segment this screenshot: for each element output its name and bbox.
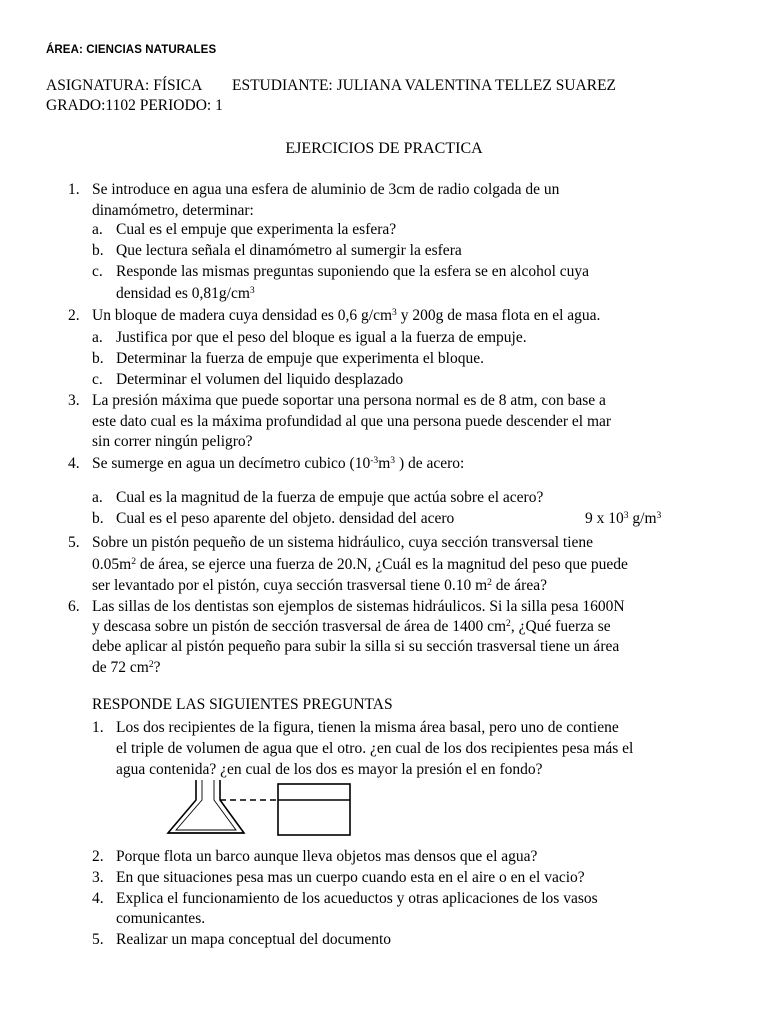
sub-item-text: Determinar la fuerza de empuje que experimenta el bloque. — [116, 350, 484, 367]
exercise-text: ser levantado por el pistón, cuya sección trasversal tiene 0.10 $m^2$ de área? — [92, 576, 547, 594]
section-heading: RESPONDE LAS SIGUIENTES PREGUNTAS — [92, 696, 393, 713]
sub-item-mark: c. — [92, 263, 103, 280]
sub-item-mark: a. — [92, 329, 103, 346]
question-text: el triple de volumen de agua que el otro. ¿en cual de los dos recipientes pesa más el — [116, 740, 634, 757]
exercise-text: $0.05m^2$ de área, se ejerce una fuerza de 20.N, ¿Cuál es la magnitud del peso que puede — [92, 555, 628, 573]
exercise-text: Sobre un pistón pequeño de un sistema hidráulico, cuya sección transversal tiene — [92, 534, 594, 551]
grade-period: GRADO:1102 PERIODO: 1 — [46, 97, 223, 114]
question-text: Porque flota un barco aunque lleva objetos mas densos que el agua? — [116, 848, 538, 865]
sub-item-text: Que lectura señala el dinamómetro al sumergir la esfera — [116, 242, 462, 259]
question-text: Los dos recipientes de la figura, tienen la misma área basal, pero uno de contiene — [116, 719, 619, 736]
containers-figure — [160, 778, 360, 838]
exercise-text: de 72 $cm^2$? — [92, 658, 161, 676]
exercise-text: La presión máxima que puede soportar una persona normal es de 8 atm, con base a — [92, 392, 606, 409]
exercise-text: sin correr ningún peligro? — [92, 433, 253, 450]
area-label: ÁREA: CIENCIAS NATURALES — [46, 44, 217, 56]
sub-item-text: Justifica por que el peso del bloque es igual a la fuerza de empuje. — [116, 329, 527, 346]
sub-item-mark: b. — [92, 350, 104, 367]
list-number: 5. — [68, 534, 80, 551]
trapezoid-container — [168, 780, 244, 833]
student-name: ESTUDIANTE: JULIANA VALENTINA TELLEZ SUAREZ — [232, 77, 617, 94]
sub-item-mark: b. — [92, 510, 104, 527]
sub-item-text: Determinar el volumen del liquido desplazado — [116, 371, 404, 388]
list-number: 3. — [68, 392, 80, 409]
list-number: 5. — [92, 931, 104, 948]
exercise-text: Las sillas de los dentistas son ejemplos de sistemas hidráulicos. Si la silla pesa 1600N — [92, 598, 625, 615]
exercise-text: Se introduce en agua una esfera de aluminio de 3cm de radio colgada de un — [92, 181, 560, 198]
list-number: 4. — [92, 890, 104, 907]
list-number: 2. — [68, 307, 80, 324]
exercise-text: dinamómetro, determinar: — [92, 202, 254, 219]
sub-item-mark: b. — [92, 242, 104, 259]
list-number: 4. — [68, 455, 80, 472]
rectangular-container — [278, 784, 350, 835]
list-number: 3. — [92, 869, 104, 886]
exercise-text: debe aplicar al pistón pequeño para subir la silla si su sección trasversal tiene un área — [92, 638, 620, 655]
list-number: 1. — [92, 719, 104, 736]
list-number: 2. — [92, 848, 104, 865]
list-number: 6. — [68, 598, 80, 615]
asignatura-label: ASIGNATURA: FÍSICA — [46, 77, 203, 94]
sub-item-text: densidad es $0,81g/cm^3$ — [116, 284, 255, 302]
exercise-text: este dato cual es la máxima profundidad al que una persona puede descender el mar — [92, 413, 612, 430]
question-text: Explica el funcionamiento de los acueductos y otras aplicaciones de los vasos — [116, 890, 598, 907]
page-title: EJERCICIOS DE PRACTICA — [285, 140, 483, 157]
sub-item-text: Cual es la magnitud de la fuerza de empuje que actúa sobre el acero? — [116, 489, 544, 506]
question-text: comunicantes. — [116, 910, 206, 927]
question-text: En que situaciones pesa mas un cuerpo cuando esta en el aire o en el vacio? — [116, 869, 585, 886]
question-text: Realizar un mapa conceptual del documento — [116, 931, 392, 948]
sub-item-text: Cual es el peso aparente del objeto. densidad del acero — [116, 510, 455, 527]
question-text: agua contenida? ¿en cual de los dos es mayor la presión el en fondo? — [116, 761, 543, 778]
sub-item-text: Cual es el empuje que experimenta la esfera? — [116, 221, 397, 238]
sub-item-mark: a. — [92, 221, 103, 238]
sub-item-text: Responde las mismas preguntas suponiendo que la esfera se en alcohol cuya — [116, 263, 590, 280]
exercise-text: Se sumerge en agua un decímetro cubico ($10^{-3}m^3$ ) de acero: — [92, 454, 465, 472]
sub-item-mark: a. — [92, 489, 103, 506]
list-number: 1. — [68, 181, 80, 198]
exercise-text: y descasa sobre un pistón de sección trasversal de área de 1400 $cm^2$, ¿Qué fuerza se — [92, 617, 611, 635]
exercise-text: Un bloque de madera cuya densidad es 0,6 $g/cm^3$ y 200g de masa flota en el agua. — [92, 306, 601, 324]
sub-item-mark: c. — [92, 371, 103, 388]
steel-density-value: 9 x $10^3$ $g/m^3$ — [585, 509, 662, 527]
